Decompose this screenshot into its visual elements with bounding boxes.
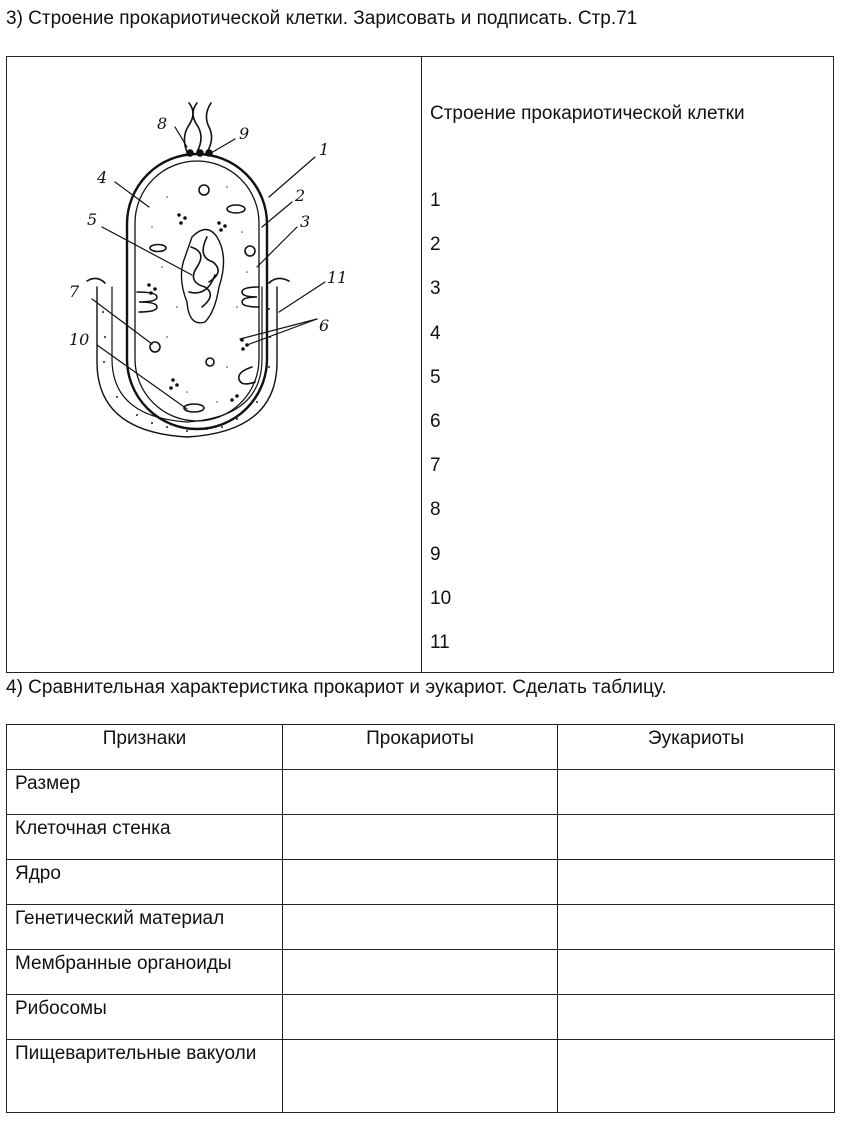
row-label: Ядро (7, 860, 283, 905)
eukaryote-cell[interactable] (558, 770, 835, 815)
prokaryote-cell[interactable] (283, 815, 558, 860)
row-label: Клеточная стенка (7, 815, 283, 860)
eukaryote-cell[interactable] (558, 860, 835, 905)
cell-structure-box (6, 56, 834, 673)
eukaryote-cell[interactable] (558, 995, 835, 1040)
prokaryote-cell[interactable] (283, 1040, 558, 1113)
prokaryote-cell[interactable] (283, 770, 558, 815)
list-item: 6 (430, 410, 441, 432)
table-row (7, 770, 835, 815)
list-item: 4 (430, 322, 441, 344)
figure-label-4: 4 (97, 168, 108, 187)
row-label: Размер (7, 770, 283, 815)
prokaryote-cell[interactable] (283, 995, 558, 1040)
list-item: 1 (430, 190, 441, 211)
table-row (7, 1040, 835, 1113)
list-item: 11 (430, 631, 450, 653)
figure-label-10: 10 (69, 330, 90, 349)
box-divider (421, 57, 422, 672)
table-row (7, 860, 835, 905)
figure-label-3: 3 (300, 212, 311, 231)
list-item: 5 (430, 366, 441, 388)
figure-label-8: 8 (157, 114, 168, 133)
column-header-eukaryotes: Эукариоты (558, 725, 835, 770)
prokaryote-cell[interactable] (283, 905, 558, 950)
eukaryote-cell[interactable] (558, 1040, 835, 1113)
table-row (7, 995, 835, 1040)
structure-title: Строение прокариотической клетки (430, 103, 745, 124)
figure-label-7: 7 (69, 282, 80, 301)
numbered-label-list (430, 189, 451, 675)
list-item: 8 (430, 499, 441, 521)
table-header-row (7, 725, 835, 770)
list-item: 10 (430, 587, 452, 609)
table-row (7, 950, 835, 995)
section-3-heading: 3) Строение прокариотической клетки. Зарисовать и подписать. Стр.71 (6, 8, 638, 29)
comparison-table (6, 724, 835, 1113)
list-item: 9 (430, 543, 441, 565)
eukaryote-cell[interactable] (558, 950, 835, 995)
figure-label-6: 6 (319, 316, 330, 335)
section-4-heading: 4) Сравнительная характеристика прокариот и эукариот. Сделать таблицу. (6, 677, 667, 698)
figure-label-2: 2 (295, 186, 306, 205)
row-label: Пищеварительные вакуоли (7, 1040, 283, 1113)
figure-label-11: 11 (327, 268, 348, 287)
column-header-features: Признаки (7, 725, 283, 770)
row-label: Рибосомы (7, 995, 283, 1040)
prokaryote-cell[interactable] (283, 950, 558, 995)
prokaryotic-cell-diagram (57, 97, 367, 447)
prokaryote-cell[interactable] (283, 860, 558, 905)
table-row (7, 815, 835, 860)
eukaryote-cell[interactable] (558, 905, 835, 950)
row-label: Генетический материал (7, 905, 283, 950)
eukaryote-cell[interactable] (558, 815, 835, 860)
row-label: Мембранные органоиды (7, 950, 283, 995)
column-header-prokaryotes: Прокариоты (283, 725, 558, 770)
table-row (7, 905, 835, 950)
figure-label-1: 1 (319, 140, 330, 159)
list-item: 7 (430, 455, 441, 477)
list-item: 2 (430, 234, 441, 256)
list-item: 3 (430, 278, 441, 300)
figure-label-5: 5 (87, 210, 98, 229)
figure-label-9: 9 (239, 124, 250, 143)
